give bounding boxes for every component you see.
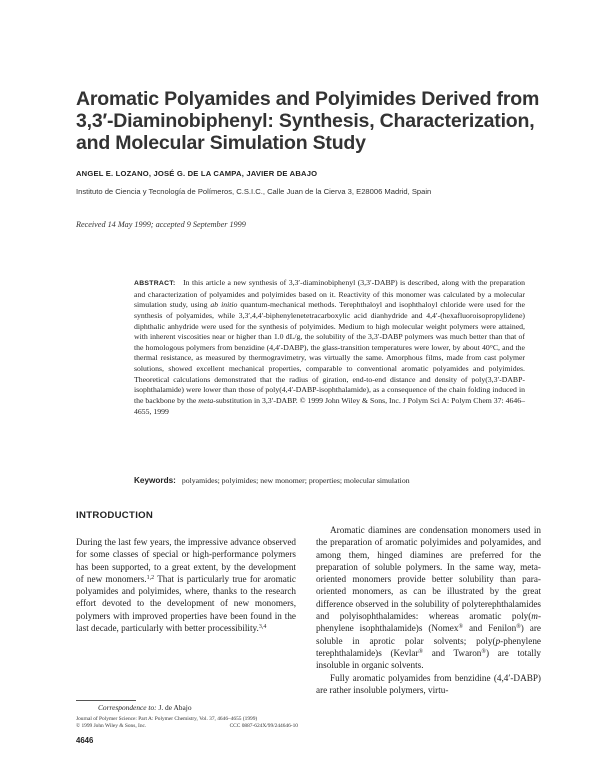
abstract-text-2: quantum-mechanical methods. Terephthaloyl and isophthaloyl chloride were used for the synthesis of polyamides, while 3,3′,4,4′-biphenylenetetracarboxylic acid dianhydride and 4,4′-(hexafluoroisopropylidene) diphthalic anhydride were used for the synthesis of polyimides. Medium to high molecular weight polymers were attained, with inherent viscosities near or higher than 1.0 dL/g, the solubility of the 3,3′-DABP polymers was much better than that of the homologous polymers from benzidine (4,4′-DABP), the glass-transition temperatures were lower, by about 40°C, and the thermal resistance, as measured by thermogravimetry, was virtually the same. Amorphous films, made from cast polymer solutions, showed excellent mechanical properties, comparable to conventional aromatic polyamides and polyimides. Theoretical calculations demonstrated that the radius of giration, end-to-end distance and density of poly(3,3′-DABP-isophthalamide) were lower than those of poly(4,4′-DABP-isophthalamide), as a consequence of the chain folding induced in the backbone by the bbox=[134, 300, 525, 405]
intro-paragraph-1 bbox=[76, 536, 296, 634]
intro-text-a: During the last few years, the impressive advance observed for some classes of special or high-performance polymers has been supported, to a great extent, by the development of new monomers. bbox=[76, 537, 296, 584]
intro-text-b: That is particularly true for aromatic polyamides and polyimides, where, thanks to the research effort devoted to the development of new monomers, polymers with improved properties have been found in the last decade, particularly with better processibility. bbox=[76, 573, 296, 634]
copyright-line bbox=[76, 723, 298, 729]
correspondence-label: Correspondence to: bbox=[98, 703, 157, 712]
keywords bbox=[134, 476, 410, 485]
abstract-text-3: -substitution in 3,3′-DABP. © 1999 John Wiley & Sons, Inc. J Polym Sci A: Polym Chem 37: 4646–4655, 1999 bbox=[134, 395, 525, 416]
right-column bbox=[316, 524, 541, 696]
intro-paragraph-3: Fully aromatic polyamides from benzidine (4,4′-DABP) are rather insoluble polymers, virtu- bbox=[316, 672, 541, 695]
registered-mark: ® bbox=[481, 648, 486, 655]
intro-text-c: Aromatic diamines are condensation monomers used in the preparation of aromatic polyimides and polyamides, and among them, hinged diamines are preferred for the preparation of soluble polymers. In the same way, meta-oriented monomers provide better solubility than para-oriented monomers, as can be illustrated by the great difference observed in the solubility of polyterephthalamides and polyisophthalamides: whereas aromatic poly( bbox=[316, 525, 541, 622]
footnote-rule bbox=[76, 700, 136, 701]
author-list: ANGEL E. LOZANO, JOSÉ G. DE LA CAMPA, JAVIER DE ABAJO bbox=[76, 169, 318, 178]
italic-m: m bbox=[531, 611, 538, 622]
intro-text-g: -phenylene terephthalamide)s (Kevlar bbox=[316, 635, 541, 658]
registered-mark: ® bbox=[516, 624, 521, 631]
abstract-italic-1: ab initio bbox=[210, 300, 238, 310]
ccc-code: CCC 0887-624X/99/244646-10 bbox=[229, 723, 298, 729]
intro-text-i: ) are totally insoluble in organic solvents. bbox=[316, 647, 541, 671]
registered-mark: ® bbox=[458, 624, 464, 631]
abstract-text-1: In this article a new synthesis of 3,3′-diaminobiphenyl (3,3′-DABP) is described, along with the preparation and characterization of polyamides and polyimides based on it. Reactivity of this monomer was calculated by a molecular simulation study, using bbox=[134, 278, 526, 310]
correspondence-name: J. de Abajo bbox=[156, 703, 192, 712]
intro-text-f: ) are soluble in aprotic polar solvents; poly( bbox=[316, 623, 541, 646]
left-column bbox=[76, 536, 296, 634]
keywords-text: polyamides; polyimides; new monomer; properties; molecular simulation bbox=[181, 476, 410, 485]
received-dates: Received 14 May 1999; accepted 9 September 1999 bbox=[76, 220, 246, 229]
abstract bbox=[134, 278, 525, 417]
intro-paragraph-2 bbox=[316, 524, 541, 672]
affiliation: Instituto de Ciencia y Tecnología de Polímeros, C.S.I.C., Calle Juan de la Cierva 3, E28006 Madrid, Spain bbox=[76, 187, 432, 196]
page-number: 4646 bbox=[76, 736, 94, 745]
copyright-text: © 1999 John Wiley & Sons, Inc. bbox=[76, 723, 147, 729]
intro-text-d: -phenylene isophthalamide)s (Nomex bbox=[316, 611, 541, 634]
registered-mark: ® bbox=[418, 648, 424, 655]
abstract-label: ABSTRACT: bbox=[134, 280, 176, 287]
journal-citation: Journal of Polymer Science: Part A: Polymer Chemistry, Vol. 37, 4646–4655 (1999) bbox=[76, 716, 258, 722]
intro-text-e: and Fenilon bbox=[463, 623, 517, 634]
article-title: Aromatic Polyamides and Polyimides Derived from 3,3′-Diaminobiphenyl: Synthesis, Characterization, and Molecular Simulation Study bbox=[76, 88, 540, 154]
abstract-italic-2: meta bbox=[198, 395, 214, 405]
citation-ref: 3,4 bbox=[258, 624, 267, 631]
intro-text-h: and Twaron bbox=[423, 647, 482, 658]
citation-ref: 1,2 bbox=[146, 574, 155, 581]
keywords-label: Keywords: bbox=[134, 476, 176, 485]
correspondence-note bbox=[98, 703, 192, 712]
section-heading-introduction: INTRODUCTION bbox=[76, 510, 154, 521]
italic-p: p bbox=[495, 635, 501, 646]
